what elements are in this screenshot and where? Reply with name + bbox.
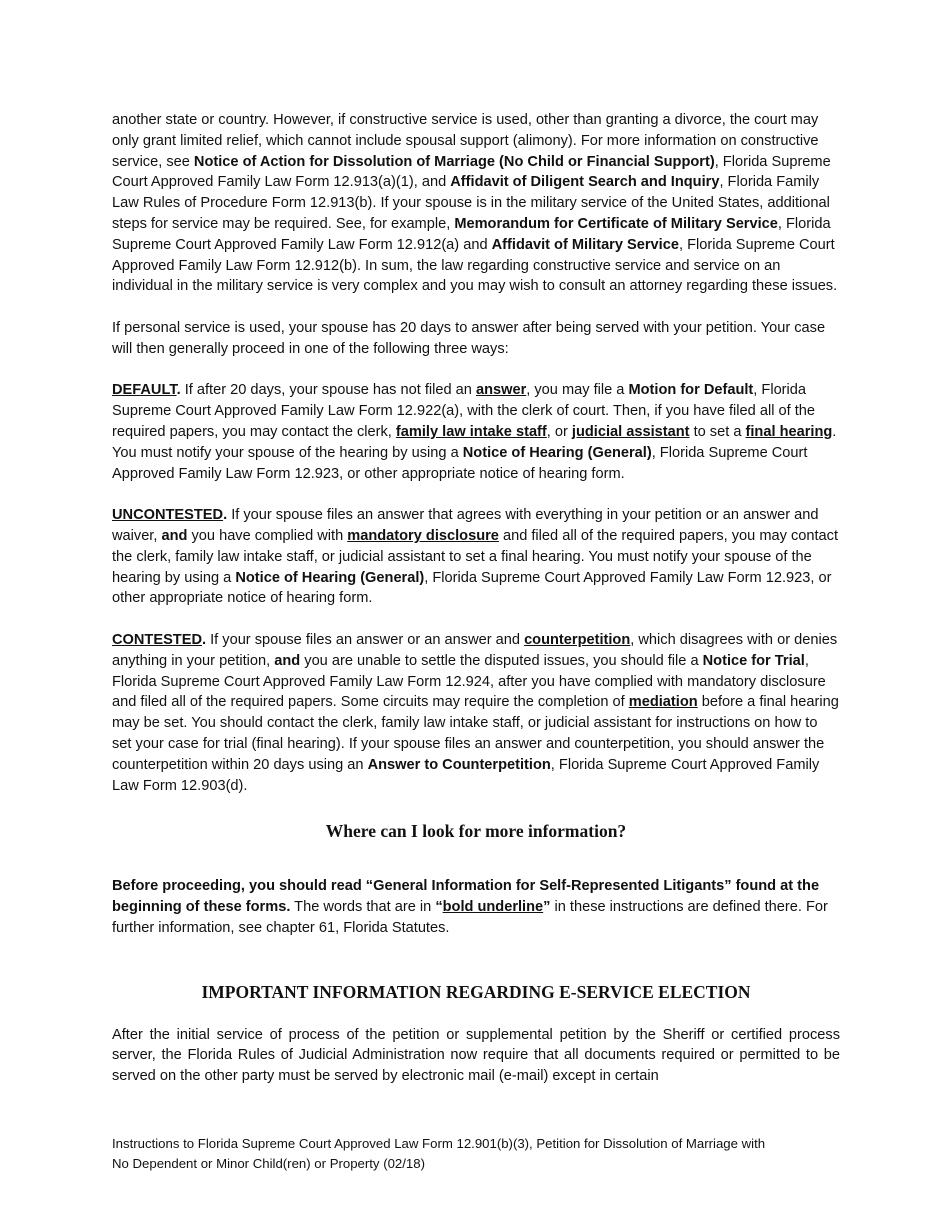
form-reference: Memorandum for Certificate of Military Service bbox=[454, 215, 778, 232]
defined-term: mediation bbox=[628, 694, 698, 711]
footer-line: Instructions to Florida Supreme Court Approved Law Form 12.901(b)(3), Petition for Dissolution of Marriage with bbox=[112, 1136, 766, 1151]
form-reference: Notice of Hearing (General) bbox=[462, 444, 652, 461]
form-reference: Motion for Default bbox=[628, 382, 754, 399]
default-paragraph: DEFAULT. If after 20 days, your spouse has not filed an answer, you may file a Motion for Default, Florida Supreme Court Approved Family Law Form 12.922(a), with the clerk of court. Then, if you have filed all of the required papers, you may contact the clerk, family law intake staff, or judicial assistant to set a final hearing. You must notify your spouse of the hearing by using a Notice of Hearing (General), Florida Supreme Court Approved Family Law Form 12.923, or other appropriate notice of hearing form. bbox=[112, 382, 837, 482]
defined-term: judicial assistant bbox=[571, 423, 690, 440]
form-reference: Notice for Trial bbox=[702, 652, 805, 669]
contested-paragraph: CONTESTED. If your spouse files an answer or an answer and counterpetition, which disagrees with or denies anything in your petition, and you are unable to settle the disputed issues, you should file a Notice for Trial, Florida Supreme Court Approved Family Law Form 12.924, after you have complied with mandatory disclosure and filed all of the required papers. Some circuits may require the completion of mediation before a final hearing may be set. You should contact the clerk, family law intake staff, or judicial assistant for instructions on how to set your case for trial (final hearing). If your spouse files an answer and counterpetition, you should answer the counterpetition within 20 days using an Answer to Counterpetition, Florida Supreme Court Approved Family Law Form 12.903(d). bbox=[112, 631, 839, 794]
defined-term: mandatory disclosure bbox=[347, 527, 499, 544]
e-service-heading: IMPORTANT INFORMATION REGARDING E-SERVICE ELECTION bbox=[201, 981, 751, 1002]
defined-term: answer bbox=[475, 382, 527, 399]
form-reference: Notice of Action for Dissolution of Marriage (No Child or Financial Support) bbox=[193, 153, 715, 170]
defined-term: counterpetition bbox=[524, 631, 631, 648]
form-reference: Affidavit of Military Service bbox=[491, 236, 679, 253]
form-reference: Answer to Counterpetition bbox=[367, 756, 551, 773]
constructive-service-paragraph: another state or country. However, if constructive service is used, other than granting a divorce, the court may only grant limited relief, which cannot include spousal support (alimony). For more information on constructive service, see Notice of Action for Dissolution of Marriage (No Child or Financial Support), Florida Supreme Court Approved Family Law Form 12.913(a)(1), and Affidavit of Diligent Search and Inquiry, Florida Family Law Rules of Procedure Form 12.913(b). If your spouse is in the military service of the United States, additional steps for service may be required. See, for example, Memorandum for Certificate of Military Service, Florida Supreme Court Approved Family Law Form 12.912(a) and Affidavit of Military Service, Florida Supreme Court Approved Family Law Form 12.912(b). In sum, the law regarding constructive service and service on an individual in the military service is very complex and you may wish to consult an attorney regarding these issues. bbox=[112, 112, 838, 295]
defined-term: bold underline bbox=[442, 899, 544, 916]
defined-term: final hearing bbox=[745, 423, 833, 440]
more-information-paragraph: Before proceeding, you should read “General Information for Self-Represented Litigants” found at the beginning of these forms. The words that are in “bold underline” in these instructions are defined there. For further information, see chapter 61, Florida Statutes. bbox=[112, 878, 828, 936]
section-label-default: DEFAULT bbox=[112, 382, 177, 399]
section-label-uncontested: UNCONTESTED bbox=[112, 507, 224, 524]
more-information-heading: Where can I look for more information? bbox=[325, 821, 627, 842]
defined-term: family law intake staff bbox=[395, 423, 547, 440]
footer-line: No Dependent or Minor Child(ren) or Property (02/18) bbox=[112, 1156, 425, 1171]
document-body bbox=[112, 110, 840, 1087]
uncontested-paragraph: UNCONTESTED. If your spouse files an answer that agrees with everything in your petition or an answer and waiver, and you have complied with mandatory disclosure and filed all of the required papers, you may contact the clerk, family law intake staff, or judicial assistant to set a final hearing. You must notify your spouse of the hearing by using a Notice of Hearing (General), Florida Supreme Court Approved Family Law Form 12.923, or other appropriate notice of hearing form. bbox=[112, 507, 839, 607]
e-service-paragraph: After the initial service of process of the petition or supplemental petition by the Sheriff or certified process server, the Florida Rules of Judicial Administration now require that all documents required or permitted to be served on the other party must be served by electronic mail (e-mail) except in certain bbox=[112, 1026, 840, 1085]
section-label-contested: CONTESTED bbox=[112, 631, 202, 648]
form-reference: Affidavit of Diligent Search and Inquiry bbox=[450, 174, 720, 191]
form-reference: Notice of Hearing (General) bbox=[235, 569, 425, 586]
personal-service-paragraph: If personal service is used, your spouse has 20 days to answer after being served with your petition. Your case will then generally proceed in one of the following three ways: bbox=[112, 319, 826, 357]
page-footer bbox=[112, 1134, 840, 1174]
